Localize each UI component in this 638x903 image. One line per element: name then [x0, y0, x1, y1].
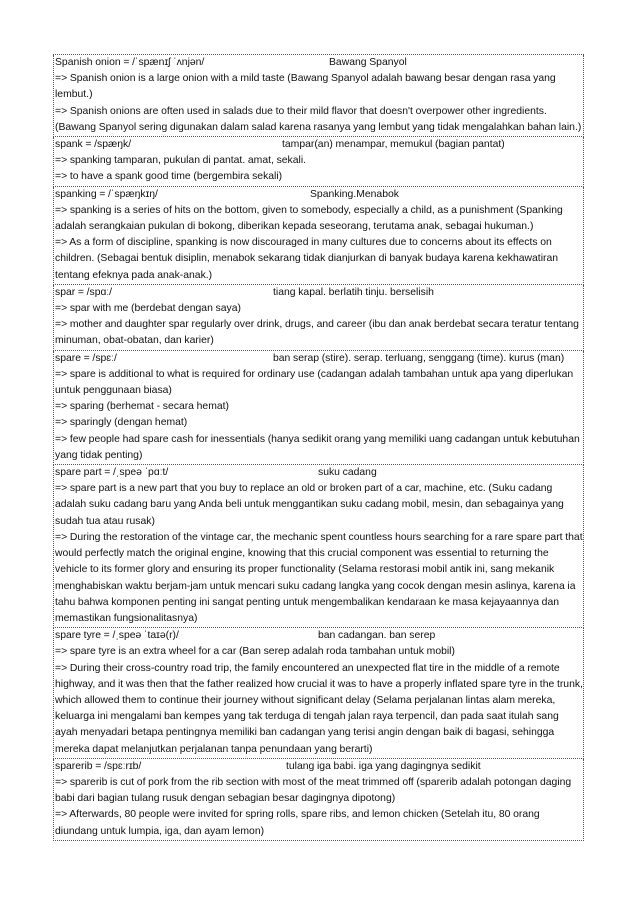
- entry-example-line: => mother and daughter spar regularly over drink, drugs, and career (ibu dan anak berdebat secara teratur tentang minuman, obat-obatan, dan karier): [55, 319, 579, 347]
- entry-example-line: => few people had spare cash for inessentials (hanya sedikit orang yang memiliki uang cadangan untuk kebutuhan yang tidak penting): [55, 433, 580, 461]
- dictionary-entry: [53, 187, 584, 285]
- entry-headline: [54, 351, 583, 367]
- entry-example-line: => sparerib is cut of pork from the rib section with most of the meat trimmed off (sparerib adalah potongan daging babi dari bagian tulang rusuk dengan sebagian besar dagingnya dipotong): [55, 776, 572, 805]
- dictionary-entry: [53, 759, 584, 841]
- entry-meaning: suku cadang: [318, 467, 377, 479]
- entry-example-line: => sparingly (dengan hemat): [55, 417, 188, 429]
- entry-headline: [54, 55, 583, 71]
- dictionary-entry: [53, 285, 584, 351]
- entry-headline: [54, 628, 583, 644]
- entry-example-line: => Afterwards, 80 people were invited for spring rolls, spare ribs, and lemon chicken (Setelah itu, 80 orang diundang untuk lumpia, iga, dan ayam lemon): [55, 809, 540, 837]
- entry-term: spar = /spɑː/: [55, 286, 113, 298]
- entry-example-line: => spar with me (berdebat dengan saya): [55, 303, 241, 315]
- entry-term: spare = /spɛː/: [55, 352, 117, 364]
- dictionary-entry: [53, 137, 584, 187]
- dictionary-entry: [53, 465, 584, 628]
- entry-example-line: => During the restoration of the vintage car, the mechanic spent countless hours searching for a rare spare part that would perfectly match the original engine, knowing that this crucial component was essential to returning the vehicle to its former glory and ensuring its proper functionality (Selama restorasi mobil antik ini, sang mekanik menghabiskan waktu berjam-jam untuk mencari suku cadang langka yang cocok dengan mesin aslinya, karena ia tahu bahwa komponen penting ini sangat penting untuk mengembalikan kendaraan ke masa kejayaannya dan memastikan fungsionalitasnya): [55, 531, 583, 624]
- entry-headline: [54, 759, 583, 775]
- entry-term: spare part = /ˌspeə ˈpɑːt/: [55, 467, 169, 479]
- entry-example-line: => During their cross-country road trip, the family encountered an unexpected flat tire in the middle of a remote highway, and it was then that the father realized how crucial it was to have a properly inflated spare tyre in the trunk, which allowed them to continue their journey without significant delay (Selama perjalanan lintas alam mereka, keluarga ini mengalami ban kempes yang tak terduga di tengah jalan raya terpencil, dan pada saat itulah sang ayah menyadari betapa pentingnya memiliki ban cadangan yang terisi angin dengan baik di bagasi, sehingga mereka dapat melanjutkan perjalanan tanpa penundaan yang berarti): [55, 662, 583, 755]
- dictionary-entry: [53, 55, 584, 137]
- entry-example-line: => spanking tamparan, pukulan di pantat. amat, sekali.: [55, 155, 307, 167]
- entry-example-line: => sparing (berhemat - secara hemat): [55, 401, 229, 413]
- entry-example-line: => Spanish onions are often used in salads due to their mild flavor that doesn't overpower other ingredients. (Bawang Spanyol sering digunakan dalam salad karena rasanya yang lembut yang tidak mengalahkan bahan lain.): [55, 105, 582, 133]
- entry-meaning: tulang iga babi. iga yang dagingnya sedikit: [286, 760, 481, 772]
- entry-meaning: Bawang Spanyol: [329, 57, 407, 68]
- entry-example-line: => spare part is a new part that you buy to replace an old or broken part of a car, machine, etc. (Suku cadang adalah suku cadang baru yang Anda beli untuk menggantikan suku cadang mobil, mesin, dan sebagainya yang sudah tua atau rusak): [55, 483, 564, 527]
- entry-example-line: => to have a spank good time (bergembira sekali): [55, 171, 283, 183]
- entry-example-line: => Spanish onion is a large onion with a mild taste (Bawang Spanyol adalah bawang besar dengan rasa yang lembut.): [55, 73, 556, 101]
- entry-term: Spanish onion = /ˈspænɪʃ ˈʌnjən/: [55, 57, 205, 68]
- entry-example-line: => spare is additional to what is required for ordinary use (cadangan adalah tambahan untuk apa yang diperlukan untuk penggunaan biasa): [55, 368, 574, 397]
- entry-headline: [54, 465, 583, 481]
- dictionary-entry: [53, 351, 584, 465]
- dictionary-document: [53, 54, 584, 841]
- entry-example-line: => As a form of discipline, spanking is now discouraged in many cultures due to concerns about its effects on children. (Sebagai bentuk disiplin, menabok sekarang tidak dianjurkan di banyak budaya karena kekhawatiran tentang efeknya pada anak-anak.): [55, 237, 559, 281]
- entry-meaning: ban serap (stire). serap. terluang, senggang (time). kurus (man): [273, 352, 565, 364]
- entry-example-line: => spare tyre is an extra wheel for a car (Ban serep adalah roda tambahan untuk mobil): [55, 646, 455, 658]
- entry-term: spare tyre = /ˌspeə ˈtaɪə(r)/: [55, 630, 179, 642]
- entry-headline: [54, 187, 583, 203]
- entry-meaning: Spanking.Menabok: [310, 188, 399, 200]
- entry-meaning: ban cadangan. ban serep: [318, 630, 436, 642]
- entry-term: spanking = /ˈspæŋkɪŋ/: [55, 188, 158, 200]
- entry-headline: [54, 137, 583, 153]
- entry-meaning: tiang kapal. berlatih tinju. berselisih: [273, 286, 434, 298]
- entry-term: spank = /spæŋk/: [55, 139, 132, 151]
- entry-meaning: tampar(an) menampar, memukul (bagian pantat): [282, 139, 505, 151]
- entry-example-line: => spanking is a series of hits on the bottom, given to somebody, especially a child, as a punishment (Spanking adalah serangkaian pukulan di bokong, diberikan kepada seseorang, terutama anak, sebagai hukuman.): [55, 204, 563, 233]
- dictionary-entry: [53, 628, 584, 759]
- entry-term: sparerib = /spɛːrɪb/: [55, 760, 142, 772]
- entry-headline: [54, 285, 583, 301]
